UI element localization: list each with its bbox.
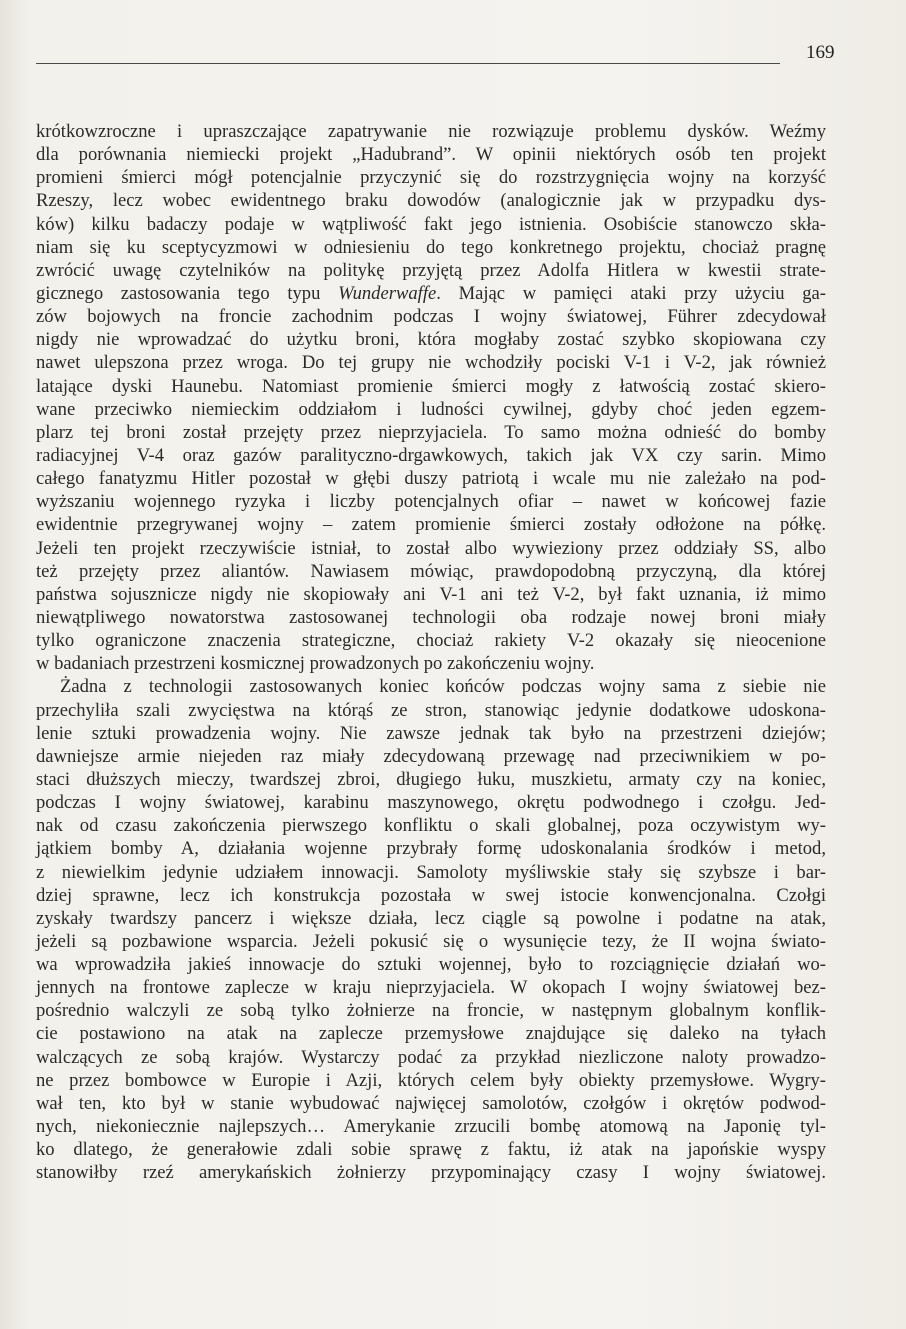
text-line: plarz tej broni został przejęty przez nieprzyjaciela. To samo można odnieść do bomby (36, 421, 826, 443)
text-line: ewidentnie przegrywanej wojny – zatem promienie śmierci zostały odłożone na półkę. (36, 514, 826, 536)
text-line: nawet ulepszona przez wroga. Do tej grupy nie wchodziły pociski V-1 i V-2, jak również (36, 352, 826, 374)
text-line: ko dlatego, że generałowie zdali sobie sprawę z faktu, iż atak na japońskie wyspy (36, 1139, 826, 1161)
text-line: cie postawiono na atak na zaplecze przemysłowe znajdujące się daleko na tyłach (36, 1023, 826, 1045)
text-line: dla porównania niemiecki projekt „Hadubrand”. W opinii niektórych osób ten projekt (36, 144, 826, 166)
page-number: 169 (806, 42, 835, 63)
text-line: lenie sztuki prowadzenia wojny. Nie zawsze jednak tak było na przestrzeni dziejów; (36, 722, 826, 744)
text-line: podczas I wojny światowej, karabinu maszynowego, okrętu podwodnego i czołgu. Jed- (36, 792, 826, 814)
text-line: pośrednio walczyli ze sobą tylko żołnierze na froncie, w następnym globalnym konflik- (36, 1000, 826, 1022)
text-line: ków) kilku badaczy podaje w wątpliwość fakt jego istnienia. Osobiście stanowczo skła- (36, 213, 826, 235)
text-line: wa wprowadziła jakieś innowacje do sztuki wojennej, było to rozciągnięcie działań wo- (36, 954, 826, 976)
text-line: staci dłuższych mieczy, twardszej zbroi, długiego łuku, muszkietu, armaty czy na koniec, (36, 768, 826, 790)
text-line: ne przez bombowce w Europie i Azji, których celem były obiekty przemysłowe. Wygry- (36, 1069, 826, 1091)
text-line: wane przeciwko niemieckim oddziałom i ludności cywilnej, gdyby choć jeden egzem- (36, 398, 826, 420)
text-line: jeżeli są pozbawione wsparcia. Jeżeli pokusić się o wysunięcie tezy, że II wojna świato- (36, 930, 826, 952)
text-line: zyskały twardszy pancerz i większe działa, lecz ciągle są powolne i podatne na atak, (36, 907, 826, 929)
text-line: w badaniach przestrzeni kosmicznej prowadzonych po zakończeniu wojny. (36, 653, 595, 675)
text-fragment: . Mając w pamięci ataki przy użyciu ga- (436, 282, 826, 304)
text-line: niam się ku sceptycyzmowi w odniesieniu do tego konkretnego projektu, chociaż pragnę (36, 236, 826, 258)
body-text (36, 120, 826, 1184)
text-line: państwa sojusznicze nigdy nie skopiowały ani V-1 ani też V-2, był fakt uznania, iż mimo (36, 583, 826, 605)
text-line: jennych na frontowe zaplecze w kraju nieprzyjaciela. W okopach I wojny światowej bez- (36, 977, 826, 999)
text-line: dziej sprawne, lecz ich konstrukcja pozostała w swej istocie konwencjonalna. Czołgi (36, 884, 826, 906)
text-line: promieni śmierci mógł potencjalnie przyczynić się do rozstrzygnięcia wojny na korzyść (36, 167, 826, 189)
text-line: Rzeszy, lecz wobec ewidentnego braku dowodów (analogicznie jak w przypadku dys- (36, 190, 826, 212)
text-line: wał ten, kto był w stanie wybudować najwięcej samolotów, czołgów i okrętów podwod- (36, 1092, 826, 1114)
text-line: radiacyjnej V-4 oraz gazów paralityczno-drgawkowych, takich jak VX czy sarin. Mimo (36, 444, 826, 466)
italic-term: Wunderwaffe (338, 282, 437, 304)
text-line: niewątpliwego nowatorstwa zastosowanej technologii oba rodzaje nowej broni miały (36, 606, 826, 628)
text-line: nych, niekoniecznie najlepszych… Amerykanie zrzucili bombę atomową na Japonię tyl- (36, 1116, 826, 1138)
text-line: całego fanatyzmu Hitler pozostał w głębi duszy patriotą i wcale mu nie zależało na pod- (36, 468, 826, 490)
text-line: Jeżeli ten projekt rzeczywiście istniał, to został albo wywieziony przez oddziały SS, albo (36, 537, 826, 559)
text-line: zwrócić uwagę czytelników na politykę przyjętą przez Adolfa Hitlera w kwestii strate- (36, 259, 826, 281)
text-line: stanowiłby rzeź amerykańskich żołnierzy przypominający czasy I wojny światowej. (36, 1162, 826, 1184)
text-line: krótkowzroczne i upraszczające zapatrywanie nie rozwiązuje problemu dysków. Weźmy (36, 121, 826, 142)
text-line: tylko ograniczone znaczenia strategiczne, chociaż rakiety V-2 okazały się nieocenione (36, 630, 826, 652)
text-line: jątkiem bomby A, działania wojenne przybrały formę udoskonalania środków i metod, (36, 838, 826, 860)
text-line: wyższaniu wojennego ryzyka i liczby potencjalnych ofiar – nawet w końcowej fazie (36, 491, 826, 513)
header-rule (36, 63, 780, 64)
text-line: latające dyski Haunebu. Natomiast promienie śmierci mogły z łatwością zostać skiero- (36, 375, 826, 397)
text-line: nak od czasu zakończenia pierwszego konfliktu o skali globalnej, poza oczywistym wy- (36, 815, 826, 837)
text-line: zów bojowych na froncie zachodnim podczas I wojny światowej, Führer zdecydował (36, 306, 826, 328)
text-line: nigdy nie wprowadzać do użytku broni, która mogłaby zostać szybko skopiowana czy (36, 329, 826, 351)
text-line: przechyliła szali zwycięstwa na którąś ze stron, stanowiąc jedynie dodatkowe udoskona- (36, 699, 826, 721)
text-fragment: gicznego zastosowania tego typu (36, 282, 321, 304)
text-line: też przejęty przez aliantów. Nawiasem mówiąc, prawdopodobną przyczyną, dla której (36, 560, 826, 582)
text-line: dawniejsze armie niejeden raz miały zdecydowaną przewagę nad przeciwnikiem w po- (36, 745, 826, 767)
text-line: Żadna z technologii zastosowanych koniec końców podczas wojny sama z siebie nie (60, 676, 826, 698)
text-line: z niewielkim jedynie udziałem innowacji. Samoloty myśliwskie stały się szybsze i bar- (36, 861, 826, 883)
text-line: walczących ze sobą krajów. Wystarczy podać za przykład niezliczone naloty prowadzo- (36, 1046, 826, 1068)
text-line-with-italic (36, 282, 826, 305)
